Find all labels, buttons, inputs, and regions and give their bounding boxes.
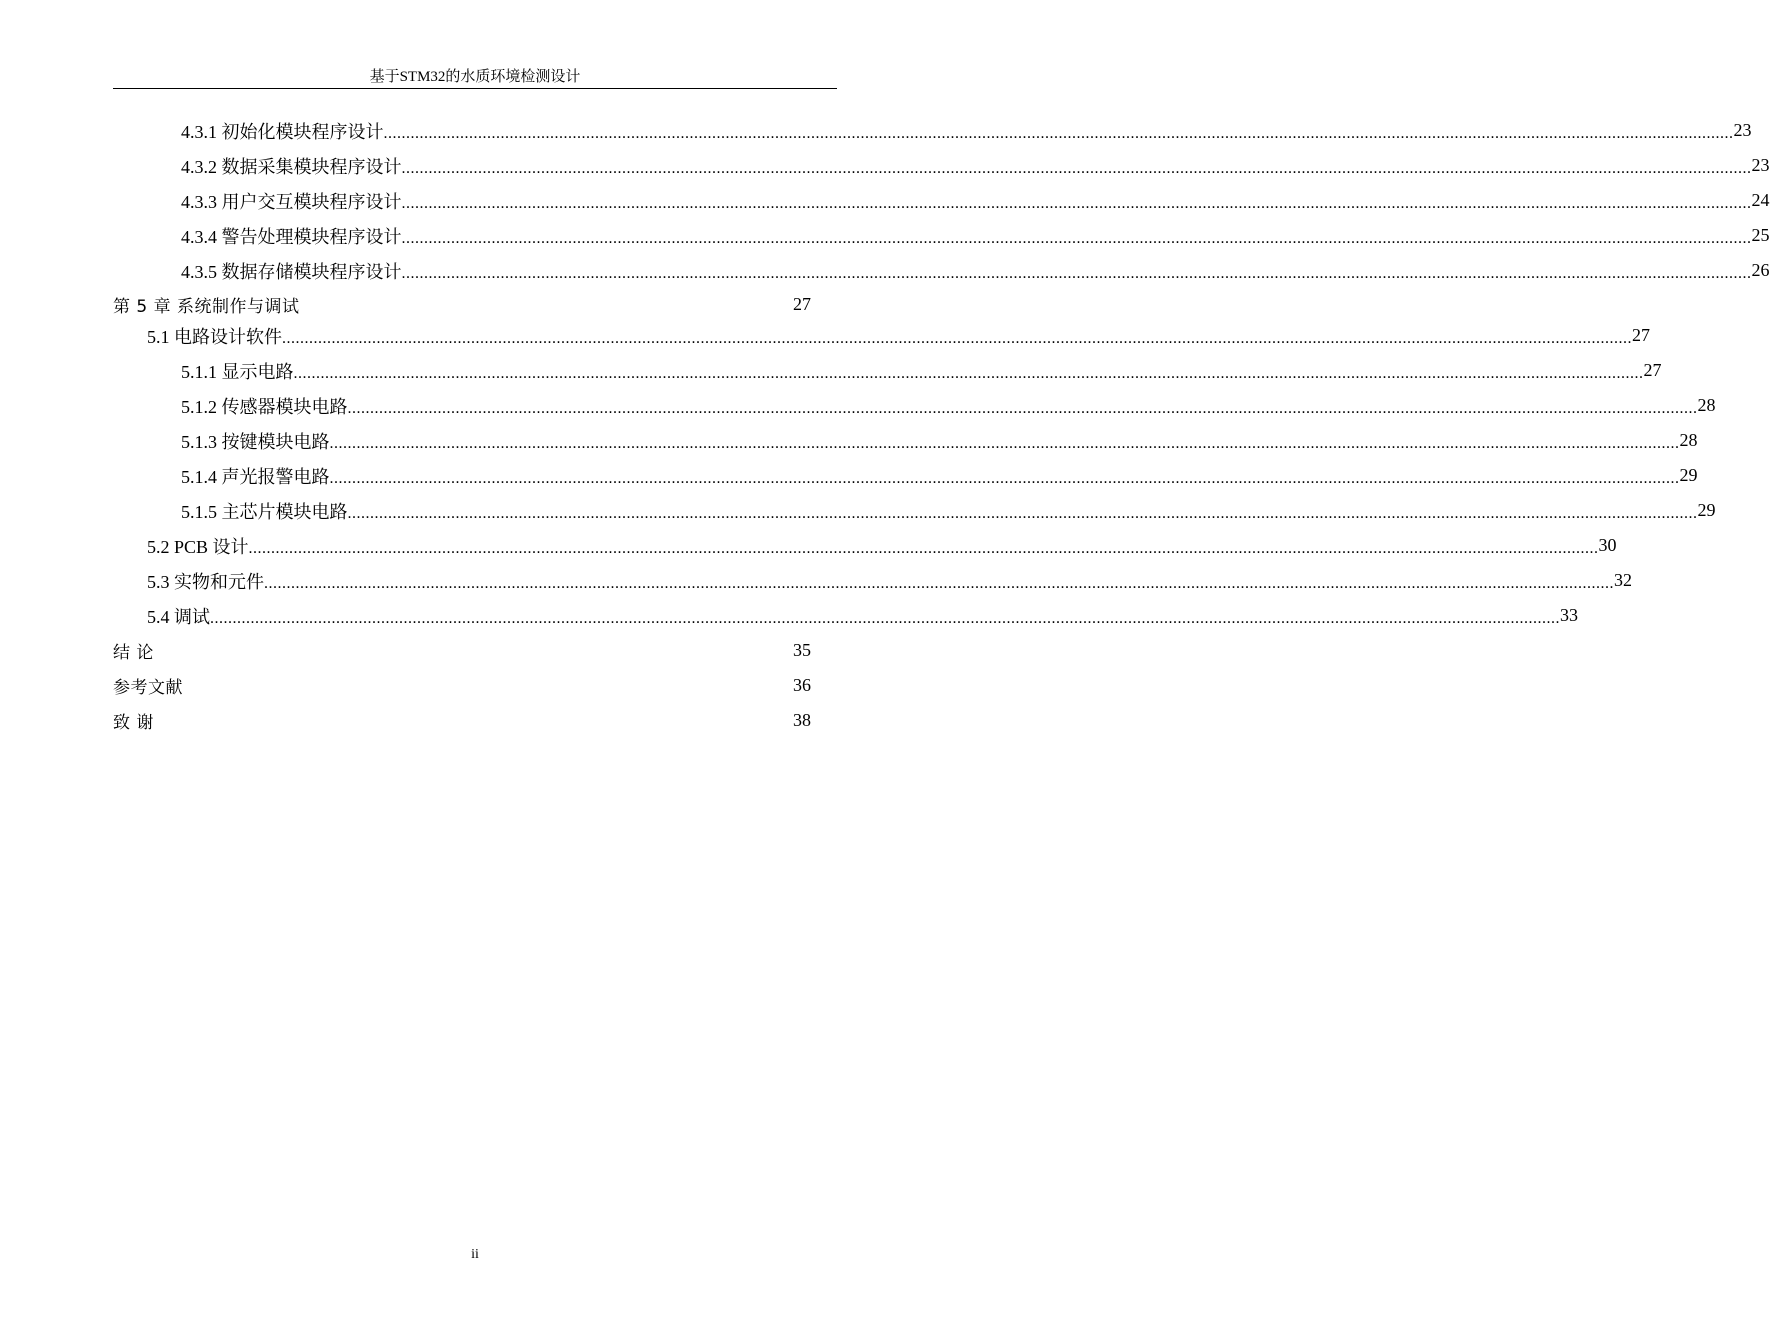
toc-entry-title: 5.1 电路设计软件 <box>147 326 282 347</box>
toc-entry[interactable] <box>113 633 837 668</box>
toc-leader-dots: ............................................................................................................................................................................................................................................................................................................ <box>329 469 1680 487</box>
toc-entry-page: 27 <box>1643 360 1662 380</box>
toc-entry[interactable] <box>113 318 1650 353</box>
toc-leader-dots: ............................................................................................................................................................................................................................................................................................................ <box>329 434 1680 452</box>
toc-entry-page: 25 <box>1751 225 1770 245</box>
toc-entry-title: 5.4 调试 <box>147 606 210 627</box>
toc-entry-page: 29 <box>1697 500 1716 520</box>
toc-entry-page: 28 <box>1679 430 1698 450</box>
toc-entry-page: 23 <box>1751 155 1770 175</box>
toc-entry-title: 5.1.1 显示电路 <box>181 361 294 382</box>
toc-entry[interactable] <box>113 668 837 703</box>
toc-entry-title: 4.3.3 用户交互模块程序设计 <box>181 191 402 212</box>
page-number: ii <box>471 1247 479 1262</box>
toc-entry-title: 4.3.5 数据存储模块程序设计 <box>181 261 402 282</box>
toc-entry-title: 5.1.4 声光报警电路 <box>181 466 330 487</box>
toc-entry[interactable] <box>113 493 1716 528</box>
toc-entry-title: 致 谢 <box>113 713 154 733</box>
toc-entry-page: 33 <box>1560 605 1578 625</box>
toc-entry-page: 32 <box>1614 570 1632 590</box>
toc-entry-title: 5.3 实物和元件 <box>147 571 264 592</box>
toc-entry[interactable] <box>113 253 1770 288</box>
toc-entry-title: 4.3.2 数据采集模块程序设计 <box>181 156 402 177</box>
toc-leader-dots: ............................................................................................................................................................................................................................................................................................................ <box>401 159 1752 177</box>
toc-entry[interactable] <box>113 528 1617 563</box>
toc-entry-title: 结 论 <box>113 643 154 663</box>
toc-leader-dots: ............................................................................................................................................................................................................................................................................................................ <box>282 329 1632 347</box>
toc-entry-page: 35 <box>793 640 811 660</box>
toc-leader-dots: ............................................................................................................................................................................................................................................................................................................ <box>401 229 1752 247</box>
toc-entry[interactable] <box>113 218 1770 253</box>
toc-entry-title: 5.1.3 按键模块电路 <box>181 431 330 452</box>
toc-leader-dots: ............................................................................................................................................................................................................................................................................................................ <box>347 504 1698 522</box>
toc-leader-dots: ............................................................................................................................................................................................................................................................................................................ <box>210 609 1560 627</box>
toc-entry-title: 参考文献 <box>113 678 183 698</box>
header-rule <box>113 88 837 89</box>
toc-entry[interactable] <box>113 598 1578 633</box>
toc-leader-dots: ............................................................................................................................................................................................................................................................................................................ <box>347 399 1698 417</box>
toc-entry[interactable] <box>113 423 1698 458</box>
toc-entry-page: 26 <box>1751 260 1770 280</box>
toc-leader-dots: ............................................................................................................................................................................................................................................................................................................ <box>293 364 1644 382</box>
toc-entry-title: 第 5 章 系统制作与调试 <box>113 297 300 317</box>
toc-leader-dots: ............................................................................................................................................................................................................................................................................................................ <box>401 194 1752 212</box>
toc-entry-page: 24 <box>1751 190 1770 210</box>
toc-entry[interactable] <box>113 703 837 738</box>
toc-entry[interactable] <box>113 287 837 322</box>
toc-entry[interactable] <box>113 458 1698 493</box>
toc-leader-dots: ............................................................................................................................................................................................................................................................................................................ <box>264 574 1614 592</box>
toc-entry[interactable] <box>113 563 1632 598</box>
toc-entry[interactable] <box>113 183 1770 218</box>
toc-entry-page: 27 <box>793 294 811 314</box>
toc-entry-page: 29 <box>1679 465 1698 485</box>
toc-leader-dots: ............................................................................................................................................................................................................................................................................................................ <box>383 124 1734 142</box>
toc-entry-title: 5.2 PCB 设计 <box>147 536 249 557</box>
toc-entry-title: 5.1.5 主芯片模块电路 <box>181 501 348 522</box>
running-header: 基于STM32的水质环境检测设计 <box>369 69 581 85</box>
toc-entry-page: 27 <box>1632 325 1650 345</box>
toc-entry-page: 30 <box>1598 535 1617 555</box>
toc-leader-dots: ............................................................................................................................................................................................................................................................................................................ <box>248 539 1599 557</box>
toc-entry-page: 36 <box>793 675 811 695</box>
toc-leader-dots: ............................................................................................................................................................................................................................................................................................................ <box>401 264 1752 282</box>
toc-entry[interactable] <box>113 148 1770 183</box>
toc-entry[interactable] <box>113 388 1716 423</box>
toc-entry-title: 4.3.4 警告处理模块程序设计 <box>181 226 402 247</box>
toc-entry-title: 5.1.2 传感器模块电路 <box>181 396 348 417</box>
toc-entry-page: 23 <box>1733 120 1752 140</box>
toc-entry-page: 38 <box>793 710 811 730</box>
toc-entry[interactable] <box>113 353 1662 388</box>
toc-entry-title: 4.3.1 初始化模块程序设计 <box>181 121 384 142</box>
toc-entry[interactable] <box>113 113 1752 148</box>
toc-entry-page: 28 <box>1697 395 1716 415</box>
